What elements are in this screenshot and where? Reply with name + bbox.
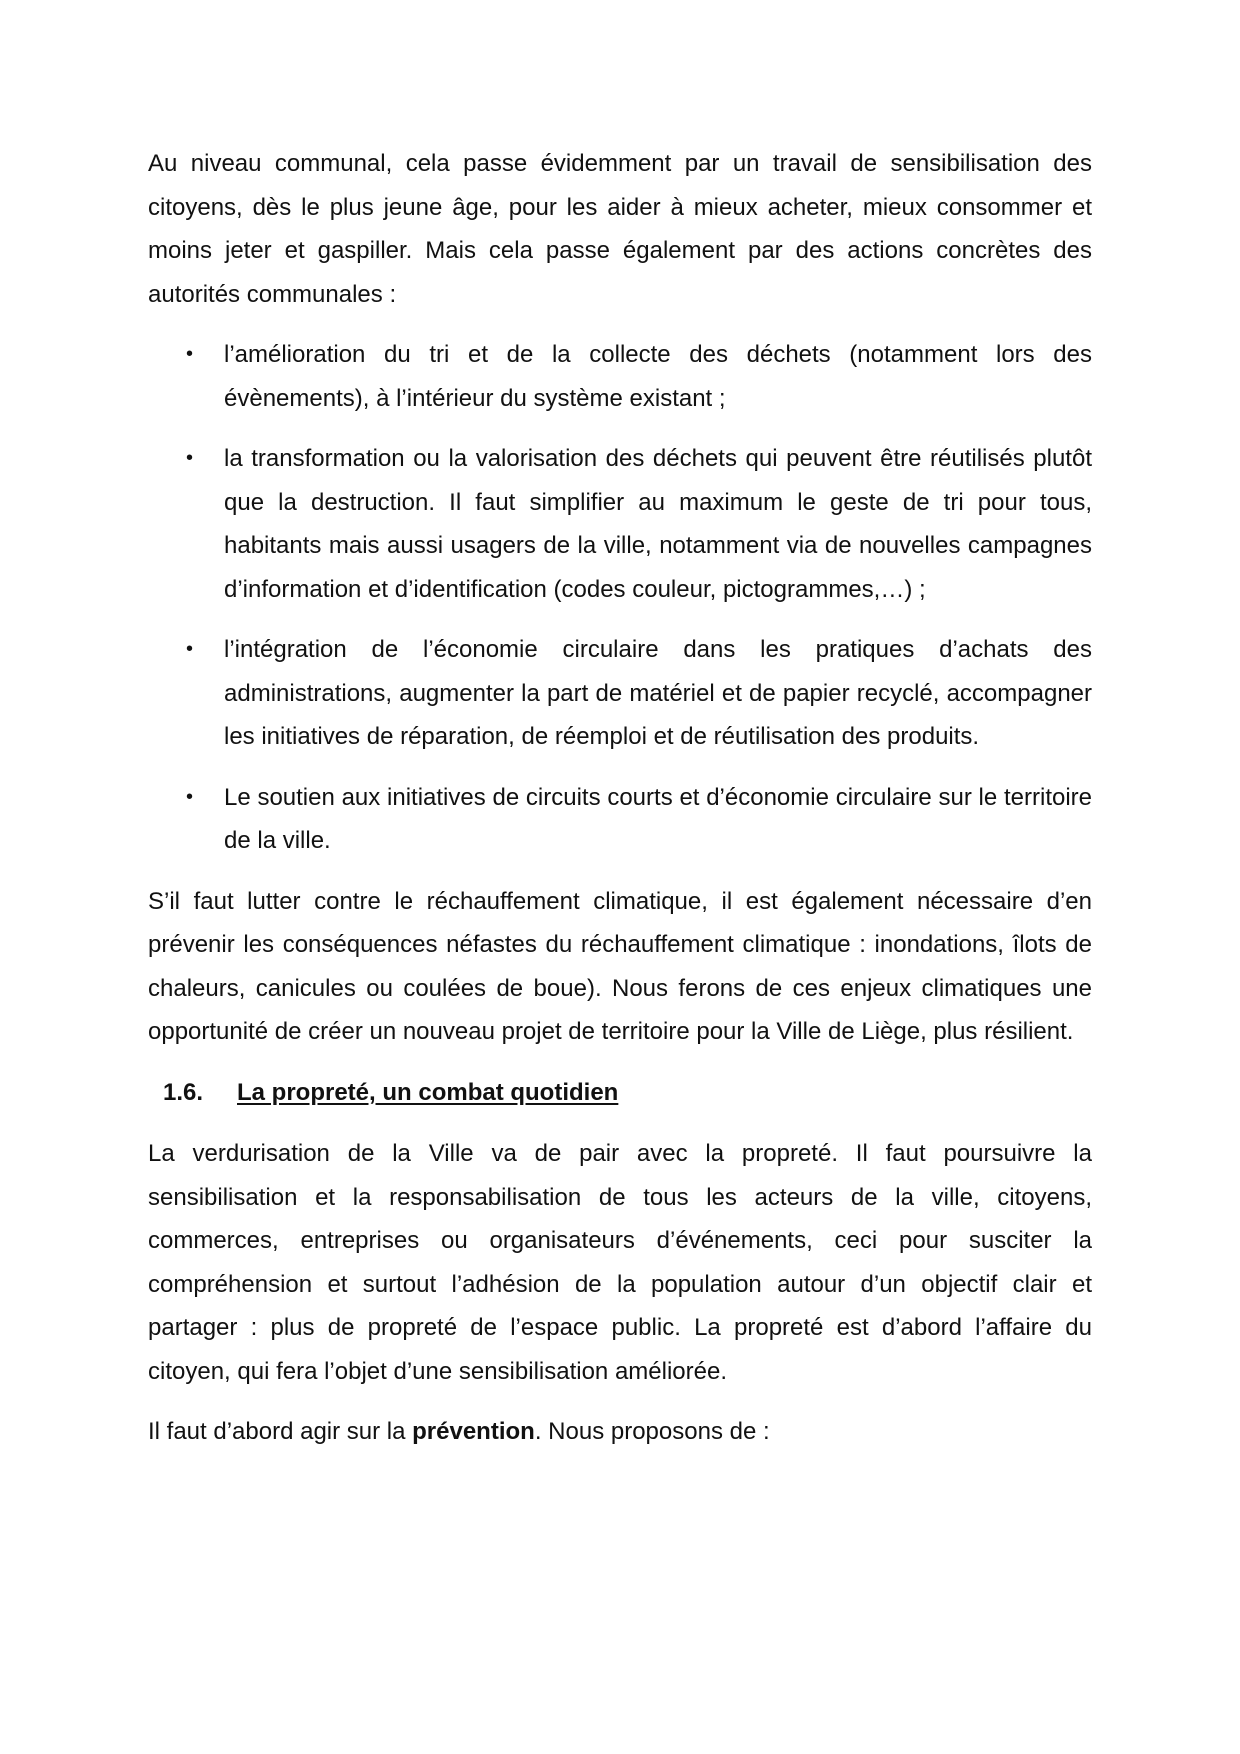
paragraph-climate: S’il faut lutter contre le réchauffement climatique, il est également nécessaire d’en prévenir les conséquences néfastes du réchauffement climatique : inondations, îlots de chaleurs, canicules ou coulées de boue). Nous ferons de ces enjeux climatiques une opportunité de créer un nouveau projet de territoire pour la Ville de Liège, plus résilient. — [148, 887, 1092, 1045]
measures-list — [148, 333, 1092, 863]
bullet-icon: • — [186, 447, 194, 469]
list-item-text: Le soutien aux initiatives de circuits courts et d’économie circulaire sur le territoire de la ville. — [224, 783, 1092, 854]
document-page — [148, 142, 1092, 1471]
bullet-icon: • — [186, 343, 194, 365]
bullet-icon: • — [186, 638, 194, 660]
prevention-text-end: . Nous proposons de : — [534, 1418, 770, 1445]
prevention-text-start: Il faut d’abord agir sur la — [148, 1418, 413, 1445]
section-heading — [148, 1071, 1092, 1115]
paragraph-intro: Au niveau communal, cela passe évidemment par un travail de sensibilisation des citoyens, dès le plus jeune âge, pour les aider à mieux acheter, mieux consommer et moins jeter et gaspiller. Mais cela passe également par des actions concrètes des autorités communales : — [148, 150, 1092, 308]
list-item — [148, 628, 1092, 759]
section-number: 1.6. — [163, 1078, 204, 1106]
paragraph-cleanliness: La verdurisation de la Ville va de pair avec la propreté. Il faut poursuivre la sensibilisation et la responsabilisation de tous les acteurs de la ville, citoyens, commerces, entreprises ou organisateurs d’événements, ceci pour susciter la compréhension et surtout l’adhésion de la population autour d’un objectif clair et partager : plus de propreté de l’espace public. La propreté est d’abord l’affaire du citoyen, qui fera l’objet d’une sensibilisation améliorée. — [148, 1140, 1092, 1385]
paragraph-prevention — [148, 1410, 1092, 1454]
list-item — [148, 437, 1092, 611]
list-item-text: l’intégration de l’économie circulaire dans les pratiques d’achats des administrations, augmenter la part de matériel et de papier recyclé, accompagner les initiatives de réparation, de réemploi et de réutilisation des produits. — [224, 636, 1092, 750]
list-item-text: l’amélioration du tri et de la collecte des déchets (notamment lors des évènements), à l’intérieur du système existant ; — [224, 341, 1092, 412]
list-item — [148, 776, 1092, 863]
bullet-icon: • — [186, 785, 194, 808]
list-item-text: la transformation ou la valorisation des déchets qui peuvent être réutilisés plutôt que la destruction. Il faut simplifier au maximum le geste de tri pour tous, habitants mais aussi usagers de la ville, notamment via de nouvelles campagnes d’information et d’identification (codes couleur, pictogrammes,…) ; — [224, 445, 1092, 603]
prevention-keyword: prévention — [412, 1418, 535, 1445]
list-item — [148, 333, 1092, 420]
section-title: La propreté, un combat quotidien — [237, 1078, 619, 1106]
